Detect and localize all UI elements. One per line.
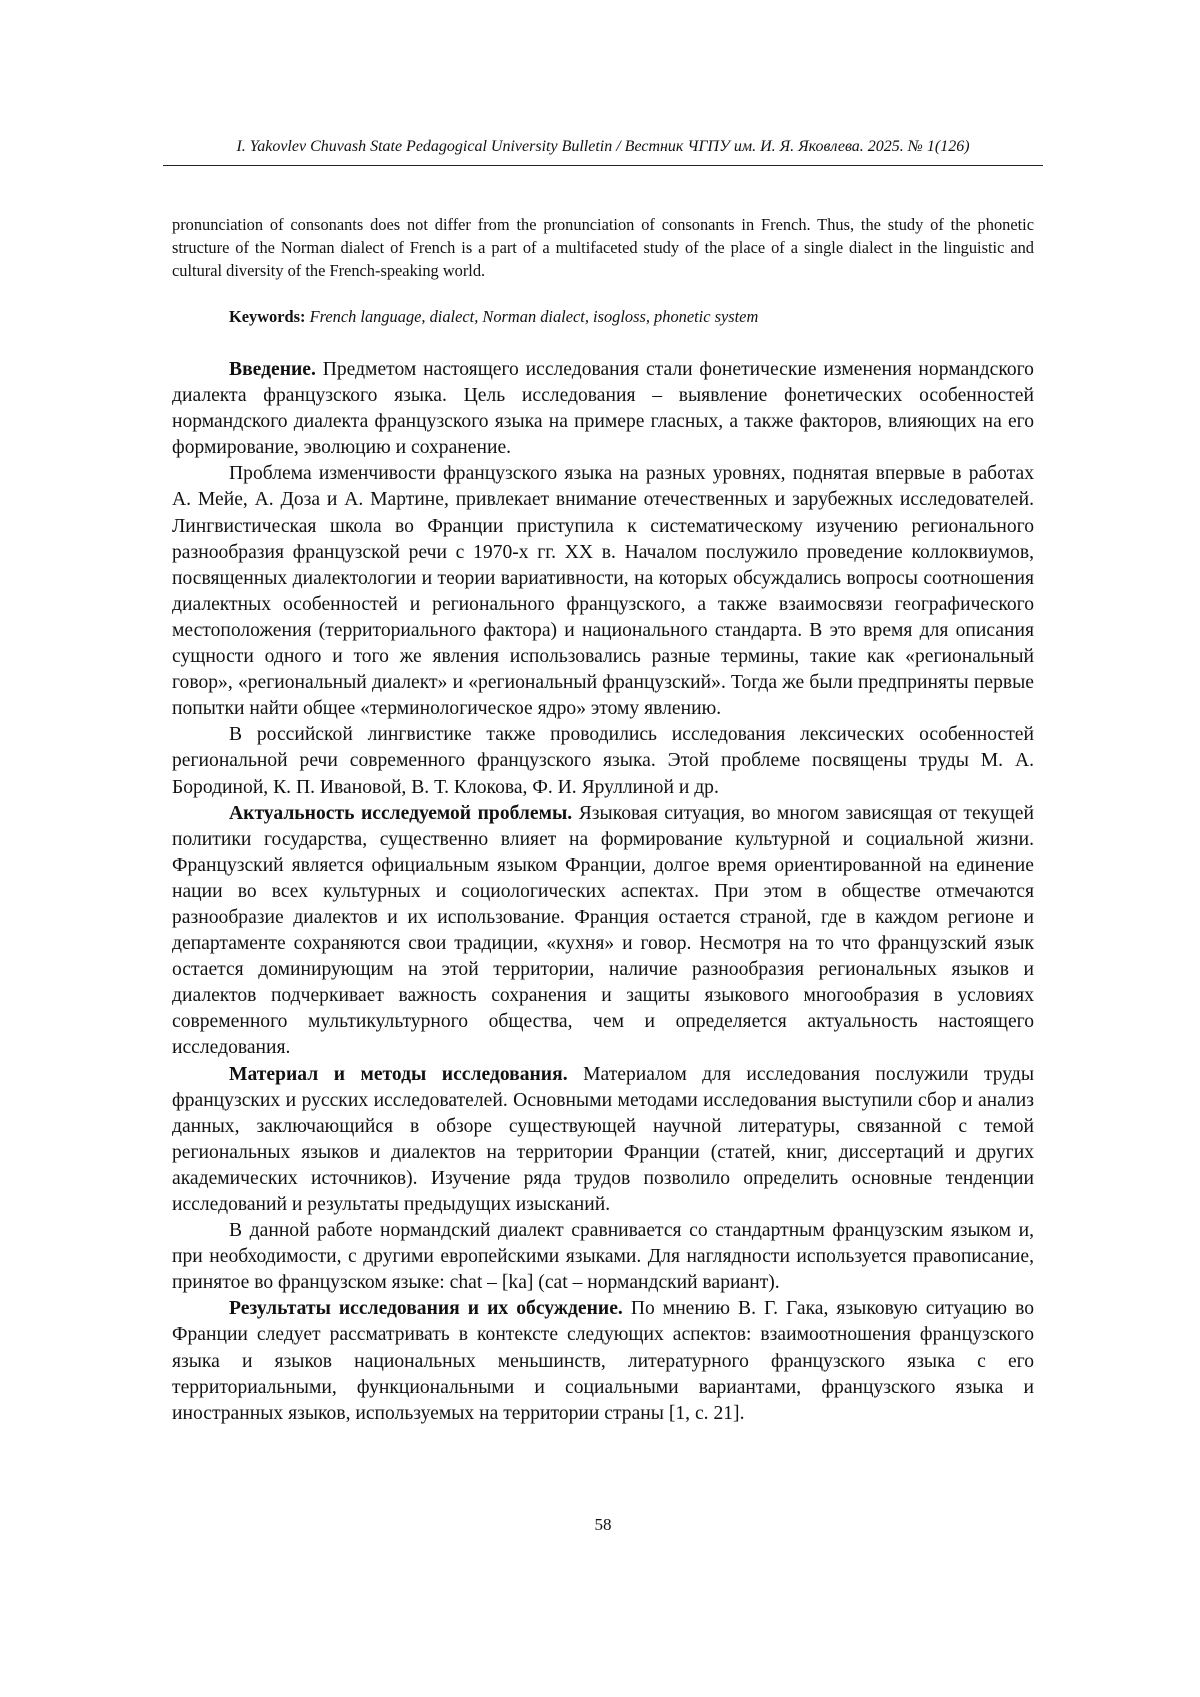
- paragraph-text: Предметом настоящего исследования стали фонетические изменения нормандского диалекта французского языка. Цель исследования – выявление фонетических особенностей нормандского диалекта французского языка на примере гласных, а также факторов, влияющих на его формирование, эволюцию и сохранение.: [172, 359, 1034, 459]
- paragraph-materials-methods: [172, 1062, 1034, 1219]
- abstract-text: pronunciation of consonants does not differ from the pronunciation of consonants in French. Thus, the study of the phonetic structure of the Norman dialect of French is a part of a multifaceted study of the place of a single dialect in the linguistic and cultural diversity of the French-speaking world.: [172, 215, 1034, 280]
- section-heading-introduction: Введение.: [229, 359, 316, 380]
- page-number: 58: [594, 1515, 612, 1534]
- paragraph-relevance: [172, 801, 1034, 1062]
- abstract-end: [172, 213, 1034, 282]
- header-divider: [163, 165, 1043, 166]
- paragraph-text: Проблема изменчивости французского языка на разных уровнях, поднятая впервые в работах А. Мейе, А. Доза и А. Мартине, привлекает внимание отечественных и зарубежных исследователей. Лингвистическая школа во Франции приступила к систематическому изучению регионального разнообразия французской речи с 1970-х гг. XX в. Началом послужило проведение коллоквиумов, посвященных диалектологии и теории вариативности, на которых обсуждались вопросы соотношения диалектных особенностей и регионального французского, а также взаимосвязи географического местоположения (территориального фактора) и национального стандарта. В это время для описания сущности одного и того же явления использовались разные термины, такие как «региональный говор», «региональный диалект» и «региональный французский». Тогда же были предприняты первые попытки найти общее «терминологическое ядро» этому явлению.: [172, 463, 1034, 720]
- section-heading-results: Результаты исследования и их обсуждение.: [229, 1298, 623, 1320]
- paragraph-russian-linguistics: [172, 722, 1034, 800]
- paragraph-comparison: [172, 1218, 1034, 1296]
- paragraph-text: В российской лингвистике также проводились исследования лексических особенностей региональной речи современного французского языка. Этой проблеме посвящены труды М. А. Бородиной, К. П. Ивановой, В. Т. Клокова, Ф. И. Яруллиной и др.: [172, 724, 1034, 798]
- paragraph-text: В данной работе нормандский диалект сравнивается со стандартным французским языком и, при необходимости, с другими европейскими языками. Для наглядности используется правописание, принятое во французском языке: chat – [ka] (cat – нормандский вариант).: [172, 1220, 1034, 1294]
- paragraph-text: Материалом для исследования послужили труды французских и русских исследователей. Основными методами исследования выступили сбор и анализ данных, заключающийся в обзоре существующей научной литературы, связанной с темой региональных языков и диалектов на территории Франции (статей, книг, диссертаций и других академических источников). Изучение ряда трудов позволило определить основные тенденции исследований и результаты предыдущих изысканий.: [172, 1063, 1034, 1215]
- paragraph-text: По мнению В. Г. Гака, языковую ситуацию во Франции следует рассматривать в контексте следующих аспектов: взаимоотношения французского языка и языков национальных меньшинств, литературного французского языка с его территориальными, функциональными и социальными вариантами, французского языка и иностранных языков, используемых на территории страны [1, с. 21].: [172, 1298, 1034, 1424]
- keywords-label: Keywords:: [229, 307, 306, 326]
- running-header: I. Yakovlev Chuvash State Pedagogical University Bulletin / Вестник ЧГПУ им. И. Я. Яковлева. 2025. № 1(126): [236, 138, 970, 155]
- section-heading-relevance: Актуальность исследуемой проблемы.: [229, 802, 573, 824]
- paragraph-introduction: [172, 357, 1034, 461]
- keywords-value: French language, dialect, Norman dialect, isogloss, phonetic system: [309, 307, 759, 326]
- section-heading-materials-methods: Материал и методы исследования.: [229, 1063, 568, 1085]
- paragraph-variability: [172, 461, 1034, 722]
- article-body: [172, 357, 1034, 1427]
- keywords-line: [229, 306, 1034, 328]
- paragraph-results: [172, 1296, 1034, 1426]
- paragraph-text: Языковая ситуация, во многом зависящая от текущей политики государства, существенно влияет на формирование культурной и социальной жизни. Французский является официальным языком Франции, долгое время ориентированной на единение нации во всех культурных и социологических аспектах. При этом в обществе отмечаются разнообразие диалектов и их использование. Франция остается страной, где в каждом регионе и департаменте сохраняются свои традиции, «кухня» и говор. Несмотря на то что французский язык остается доминирующим на этой территории, наличие разнообразия региональных языков и диалектов подчеркивает важность сохранения и защиты языкового многообразия в условиях современного мультикультурного общества, чем и определяется актуальность настоящего исследования.: [172, 802, 1034, 1059]
